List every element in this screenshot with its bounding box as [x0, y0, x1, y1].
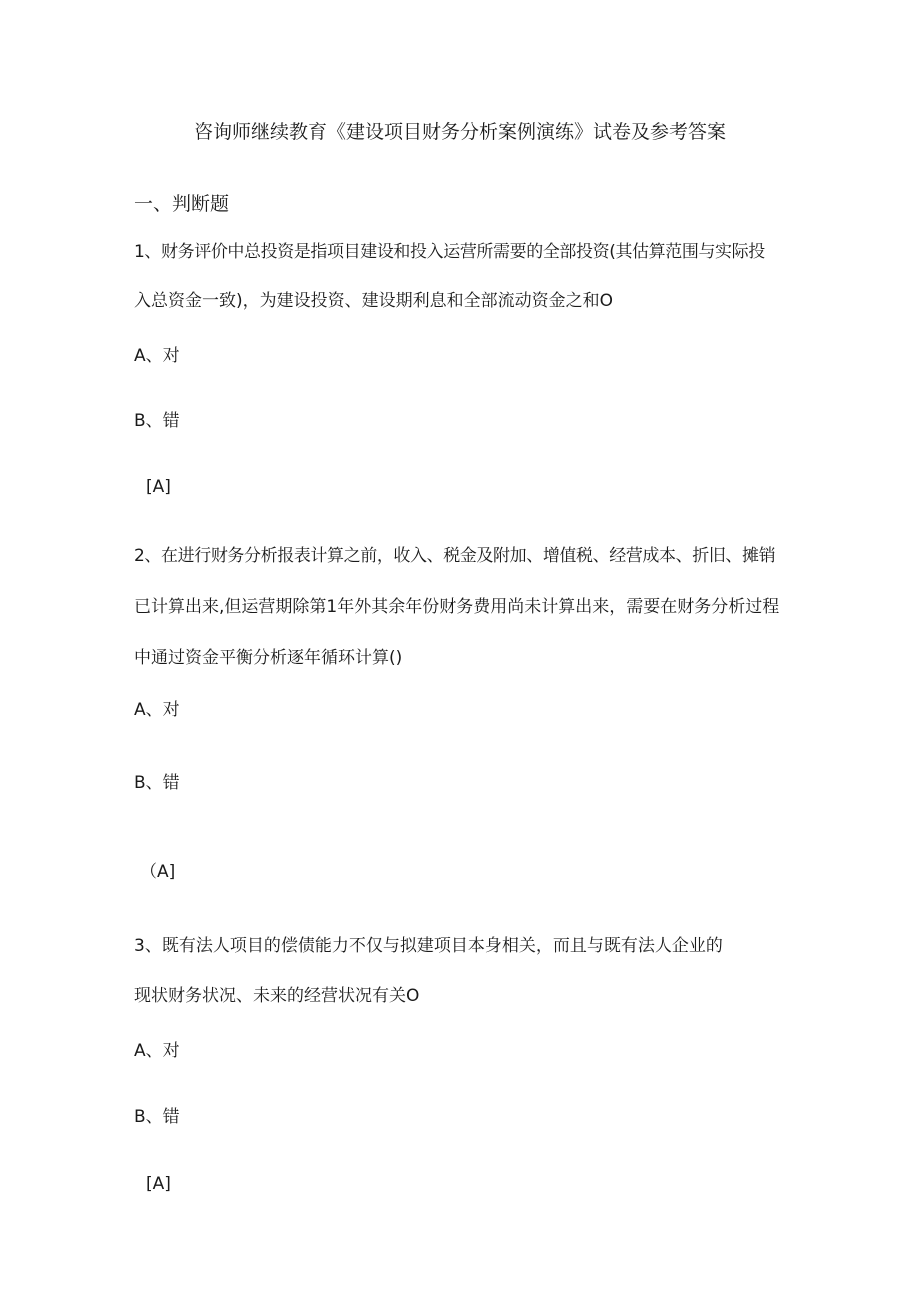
answer-label: [A]: [146, 477, 171, 497]
option-a: A、对: [134, 1041, 180, 1061]
question-text-line: 入总资金一致)，为建设投资、建设期利息和全部流动资金之和O: [134, 291, 614, 311]
question-text-line: 1、财务评价中总投资是指项目建设和投入运营所需要的全部投资(其估算范围与实际投: [134, 242, 765, 262]
question-text-line: 2、在进行财务分析报表计算之前，收入、税金及附加、增值税、经营成本、折旧、摊销: [134, 546, 776, 566]
answer-label: [A]: [146, 1174, 171, 1194]
option-a: A、对: [134, 700, 180, 720]
option-b: B、错: [134, 411, 180, 431]
option-a: A、对: [134, 346, 180, 366]
document-title: 咨询师继续教育《建设项目财务分析案例演练》试卷及参考答案: [193, 121, 726, 143]
question-text-line: 已计算出来,但运营期除第1年外其余年份财务费用尚未计算出来，需要在财务分析过程: [134, 597, 780, 617]
question-text-line: 现状财务状况、未来的经营状况有关O: [134, 986, 420, 1006]
answer-label: （A]: [140, 862, 176, 882]
question-text-line: 中通过资金平衡分析逐年循环计算(): [134, 648, 403, 668]
section-heading: 一、判断题: [134, 193, 230, 215]
option-b: B、错: [134, 773, 180, 793]
question-text-line: 3、既有法人项目的偿债能力不仅与拟建项目本身相关，而且与既有法人企业的: [134, 936, 723, 956]
option-b: B、错: [134, 1107, 180, 1127]
